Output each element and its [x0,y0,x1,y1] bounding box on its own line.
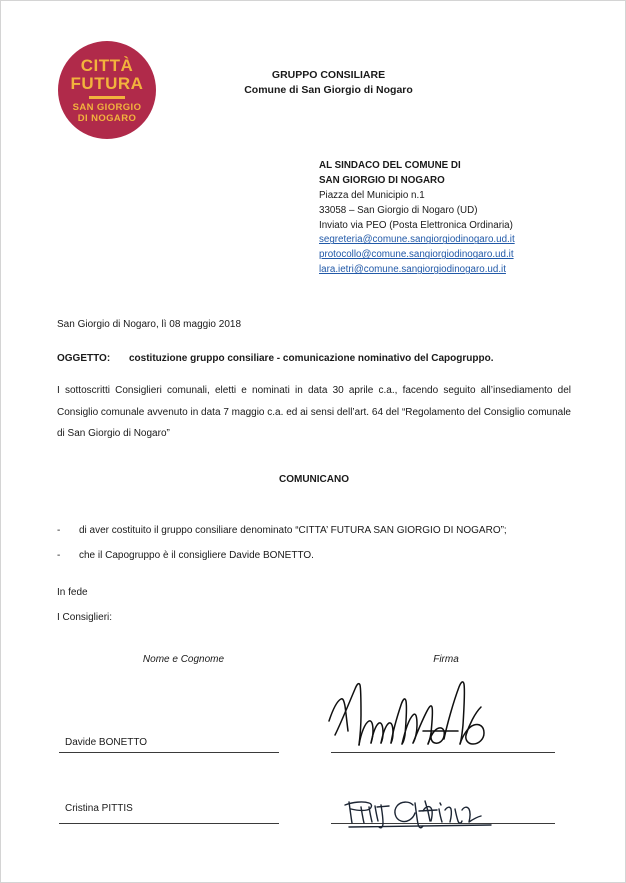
email-link-protocollo[interactable]: protocollo@comune.sangiorgiodinogaro.ud.it [319,249,514,261]
subject-line [57,353,493,364]
signature-name-davide-bonetto: Davide BONETTO [65,737,148,748]
citta-futura-logo [58,41,156,139]
list-item-text: che il Capogruppo è il consigliere Davide BONETTO. [79,550,314,561]
logo-line-san-giorgio: SAN GIORGIO [72,102,142,113]
handwritten-signature-cristina-pittis [341,793,521,838]
list-item-text: di aver costituito il gruppo consiliare denominato “CITTA’ FUTURA SAN GIORGIO DI NOGARO”; [79,525,507,536]
letterhead [1,36,626,146]
i-consiglieri-text: I Consiglieri: [57,612,113,623]
addressee-line-3: Piazza del Municipio n.1 [319,189,425,201]
signature-name-rule-2 [59,823,279,824]
subject-label: OGGETTO: [57,353,111,364]
in-fede-text: In fede [57,587,88,598]
subject-value: costituzione gruppo consiliare - comunicazione nominativo del Capogruppo. [129,353,494,364]
addressee-line-5: Inviato via PEO (Posta Elettronica Ordinaria) [319,219,513,231]
organization-title [196,68,461,98]
signature-name-cristina-pittis: Cristina PITTIS [65,803,133,814]
email-link-segreteria[interactable]: segreteria@comune.sangiorgiodinogaro.ud.it [319,234,515,246]
org-title-line2: Comune di San Giorgio di Nogaro [244,84,413,97]
signature-column-header-name: Nome e Cognome [142,654,225,665]
addressee-line-1: AL SINDACO DEL COMUNE DI [319,160,461,171]
comunicano-heading: COMUNICANO [279,474,349,485]
signature-column-header-firma: Firma [433,654,459,665]
logo-line-di-nogaro: DI NOGARO [77,112,137,124]
email-link-lara-ietri[interactable]: lara.ietri@comune.sangiorgiodinogaro.ud.it [319,264,506,276]
logo-divider [89,96,125,99]
signature-name-rule-1 [59,752,279,753]
handwritten-signature-davide-bonetto [323,673,508,760]
body-paragraph: I sottoscritti Consiglieri comunali, eletti e nominati in data 30 aprile c.a., facendo seguito all’insediamento del Consiglio comunale avvenuto in data 7 maggio c.a. ed ai sensi dell’art. 64 del “Regolamento del Consiglio comunale di San Giorgio di Nogaro” [57,385,571,439]
bullet-dash-icon: - [57,525,61,536]
bullet-dash-icon: - [57,550,61,561]
addressee-line-4: 33058 – San Giorgio di Nogaro (UD) [319,204,478,216]
list-item [57,525,571,536]
logo-line-citta: CITTÀ [80,56,134,75]
org-title-line1: GRUPPO CONSILIARE [271,69,386,81]
logo-line-futura: FUTURA [70,74,144,93]
bullet-list [57,525,571,575]
addressee-block [319,159,515,278]
date-line: San Giorgio di Nogaro, lì 08 maggio 2018 [57,319,242,330]
list-item [57,550,571,561]
addressee-line-2: SAN GIORGIO DI NOGARO [319,174,445,186]
